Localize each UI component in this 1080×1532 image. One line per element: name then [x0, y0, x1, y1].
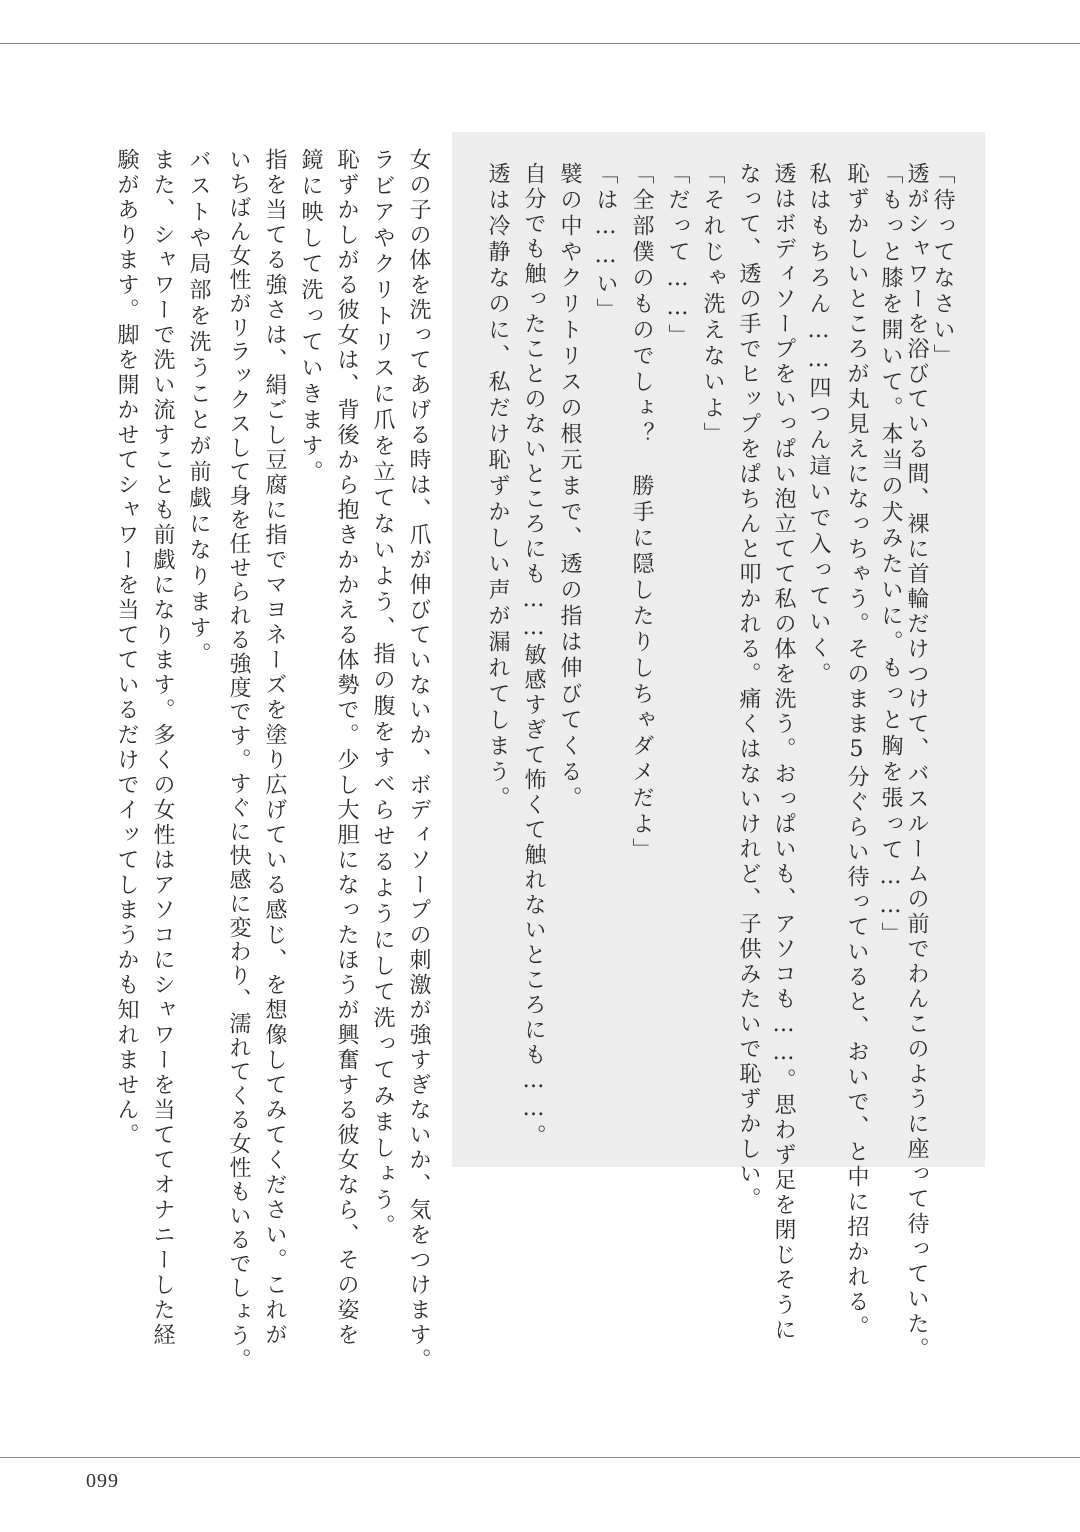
- sidebar-line: 恥ずかしいところが丸見えになっちゃう。そのまま5分ぐらい待っていると、おいで、と中に招かれる。: [844, 162, 869, 1340]
- page-number: 099: [86, 1470, 119, 1492]
- body-line: ラビアやクリトリスに爪を立てないよう、指の腹をすべらせるようにして洗ってみましょう。: [370, 148, 395, 1240]
- header-rule: [0, 43, 1080, 44]
- sidebar-line: 「は……い」: [593, 162, 618, 324]
- body-line: また、シャワーで洗い流すことも前戯になります。多くの女性はアソコにシャワーを当ててオナニーした経: [150, 148, 175, 1348]
- sidebar-line: 「もっと膝を開いて。本当の犬みたいに。もっと胸を張って……」: [878, 162, 903, 948]
- body-line: 女の子の体を洗ってあげる時は、爪が伸びていないか、ボディソープの刺激が強すぎないか、気をつけます。: [406, 148, 431, 1373]
- sidebar-line: 襞の中やクリトリスの根元まで、透の指は伸びてくる。: [557, 162, 582, 812]
- body-line: 指を当てる強さは、絹ごし豆腐に指でマヨネーズを塗り広げている感じ、を想像してみてください。これが: [262, 148, 287, 1348]
- sidebar-line: 「だって……」: [665, 162, 690, 350]
- body-line: バストや局部を洗うことが前戯になります。: [186, 148, 211, 668]
- body-line: 験があります。脚を開かせてシャワーを当てているだけでイッてしまうかも知れません。: [114, 148, 139, 1148]
- sidebar-line: 「全部僕のものでしょ？ 勝手に隠したりしちゃダメだよ」: [629, 162, 654, 864]
- sidebar-line: 「待ってなさい」: [930, 162, 955, 370]
- sidebar-line: 透はボディソープをいっぱい泡立てて私の体を洗う。おっぱいも、アソコも……。思わず足を閉じそうに: [771, 162, 796, 1343]
- body-line: 恥ずかしがる彼女は、背後から抱きかかえる体勢で。少し大胆になったほうが興奮する彼女なら、その姿を: [334, 148, 359, 1348]
- body-line: 鏡に映して洗っていきます。: [298, 148, 323, 486]
- sidebar-line: 自分でも触ったことのないところにも……敏感すぎて怖くて触れないところにも……。: [521, 162, 546, 1149]
- sidebar-line: 私はもちろん……四つん這いで入っていく。: [806, 162, 831, 688]
- sidebar-line: 「それじゃ洗えないよ」: [700, 162, 725, 448]
- body-line: いちばん女性がリラックスして身を任せられる強度です。すぐに快感に変わり、濡れてくる女性もいるでしょう。: [226, 148, 251, 1372]
- footer-rule: [0, 1457, 1080, 1458]
- sidebar-line: 透がシャワーを浴びている間、裸に首輪だけつけて、バスルームの前でわんこのように座って待っていた。: [904, 162, 929, 1362]
- sidebar-line: 透は冷静なのに、私だけ恥ずかしい声が漏れてしまう。: [485, 162, 510, 812]
- sidebar-line: なって、透の手でヒップをぱちんと叩かれる。痛くはないけれど、子供みたいで恥ずかしい。: [736, 162, 761, 1212]
